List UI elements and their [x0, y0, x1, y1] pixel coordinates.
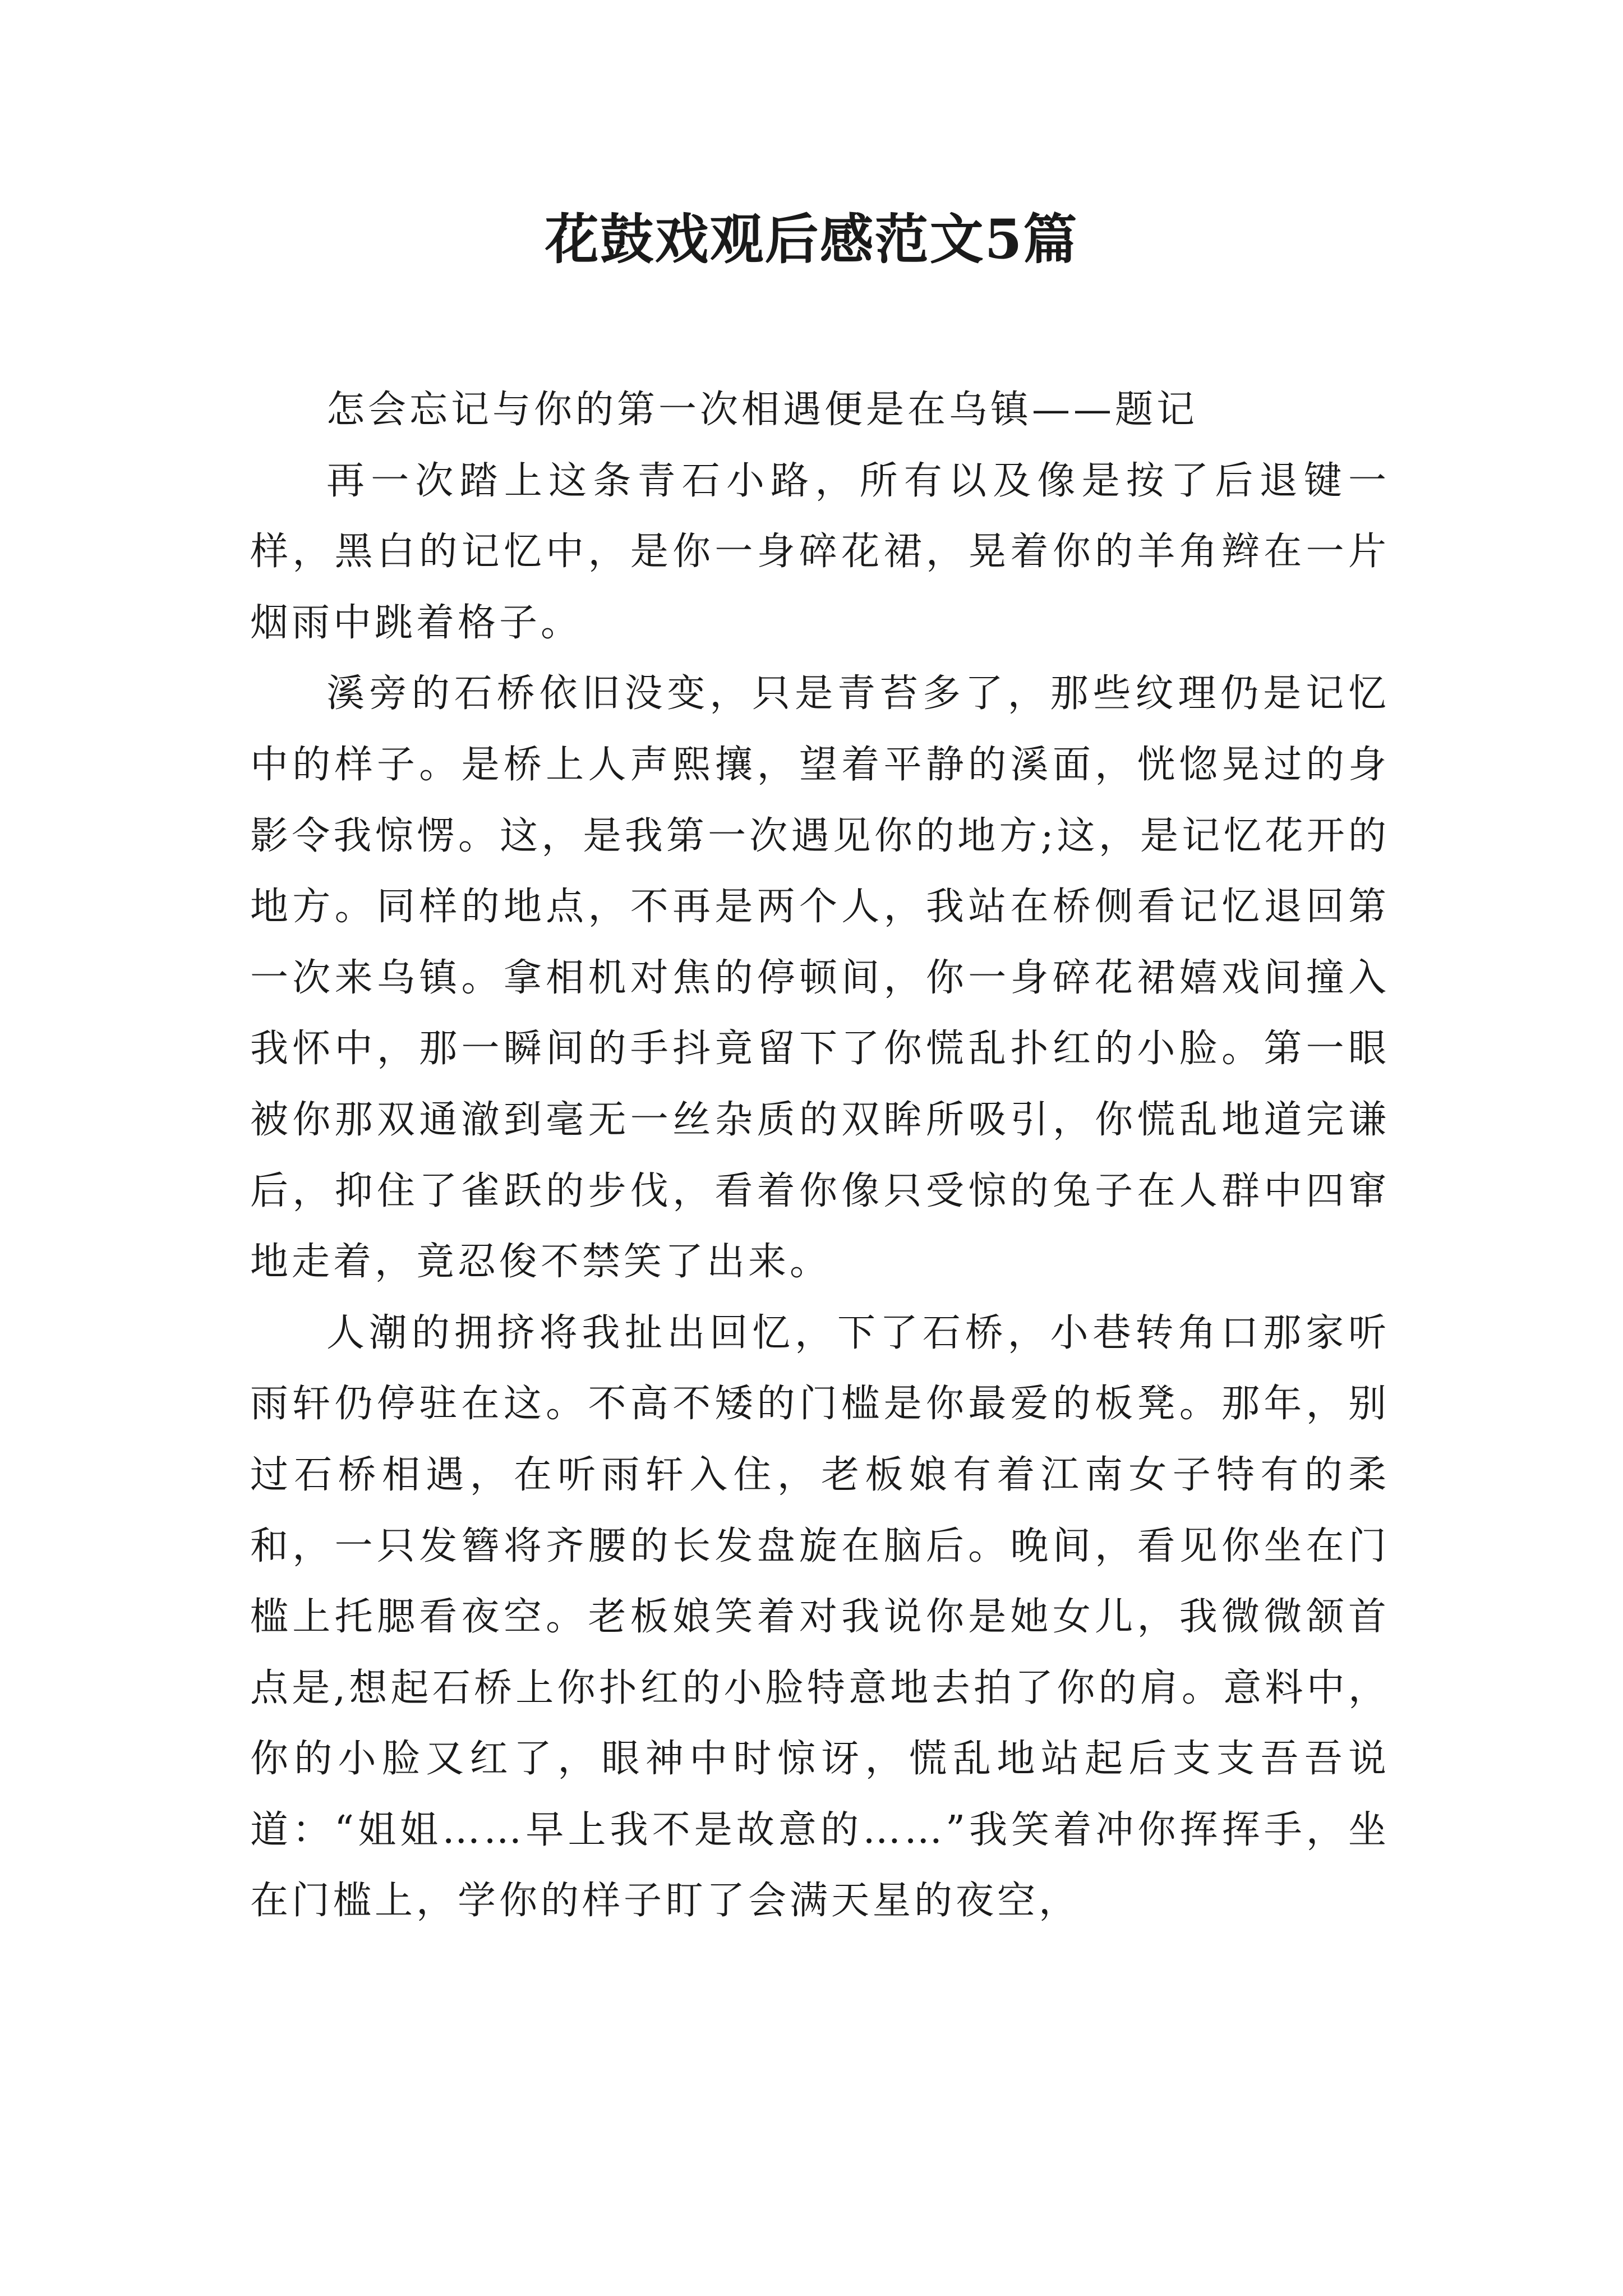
paragraph-epigraph: 怎会忘记与你的第一次相遇便是在乌镇——题记 [326, 388, 1198, 432]
paragraph: 人潮的拥挤将我扯出回忆，下了石桥，小巷转角口那家听雨轩仍停驻在这。不高不矮的门槛是你最爱的板凳。那年，别过石桥相遇，在听雨轩入住，老板娘有着江南女子特有的柔和，一只发簪将齐腰的长发盘旋在脑后。晚间，看见你坐在门槛上托腮看夜空。老板娘笑着对我说你是她女儿，我微微颔首点是,想起石桥上你扑红的小脸特意地去拍了你的肩。意料中，你的小脸又红了，眼神中时惊讶，慌乱地站起后支支吾吾说道：“姐姐……早上我不是故意的……”我笑着冲你挥挥手，坐在门槛上，学你的样子盯了会满天星的夜空， [250, 1310, 1390, 1924]
document-body [250, 375, 1390, 1937]
paragraph: 再一次踏上这条青石小路，所有以及像是按了后退键一样，黑白的记忆中，是你一身碎花裙，晃着你的羊角辫在一片烟雨中跳着格子。 [250, 458, 1390, 645]
paragraph: 溪旁的石桥依旧没变，只是青苔多了，那些纹理仍是记忆中的样子。是桥上人声熙攘，望着平静的溪面，恍惚晃过的身影令我惊愣。这，是我第一次遇见你的地方;这，是记忆花开的地方。同样的地点，不再是两个人，我站在桥侧看记忆退回第一次来乌镇。拿相机对焦的停顿间，你一身碎花裙嬉戏间撞入我怀中，那一瞬间的手抖竟留下了你慌乱扑红的小脸。第一眼被你那双通澈到毫无一丝杂质的双眸所吸引，你慌乱地道完谦后，抑住了雀跃的步伐，看着你像只受惊的兔子在人群中四窜地走着，竟忍俊不禁笑了出来。 [250, 671, 1390, 1285]
document-title: 花鼓戏观后感范文5篇 [545, 208, 1078, 271]
